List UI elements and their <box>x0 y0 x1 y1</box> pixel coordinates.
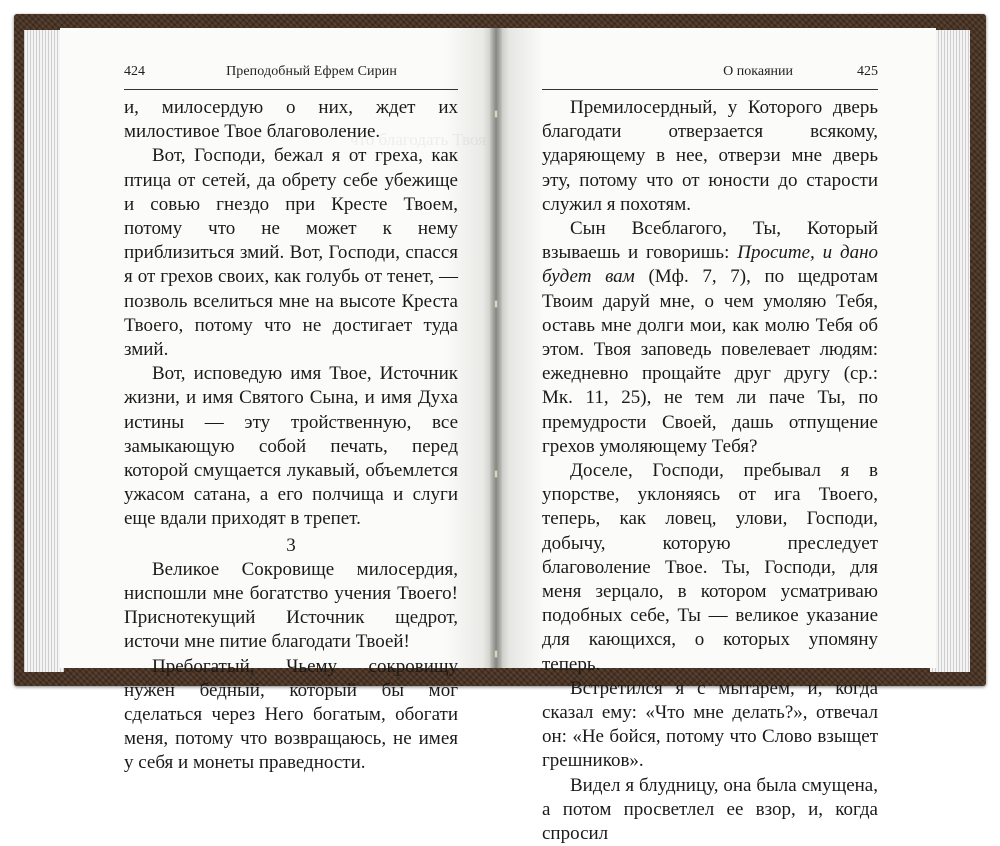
paragraph-with-quote <box>542 217 878 459</box>
binding-stitch <box>494 110 498 118</box>
paragraph: Вот, Господи, бежал я от греха, как птица от сетей, да обрету себе убежище и совью гнездо при Кресте Твоем, потому что не может к нему приблизиться змий. Вот, Господи, спасся я от грехов своих, как голубь от тенет, — позволь вселиться мне на высоте Креста Твоего, потому что не достигает туда змий. <box>124 145 458 361</box>
binding-stitch <box>494 650 498 658</box>
paragraph: Великое Сокровище милосердия, ниспошли мне богатство учения Твоего! Приснотекущий Источник щедрот, источи мне питие благодати Твоей! <box>124 558 458 653</box>
page-number: 424 <box>124 64 145 79</box>
right-page-header <box>542 64 878 90</box>
show-through-text: что благодать Твоя <box>350 130 486 149</box>
left-page-header <box>124 64 458 90</box>
right-page-body <box>542 96 878 846</box>
left-page-body <box>124 96 458 776</box>
chapter-number: 3 <box>286 534 296 556</box>
paragraph: Премилосердный, у Которого дверь благодати отверзается всякому, ударяющему в нее, отверзи мне дверь эту, потому что от юности до старости служил я похотям. <box>542 97 878 215</box>
right-page <box>496 28 936 845</box>
page-number: 425 <box>857 64 878 79</box>
paragraph: Пребогатый, Чьему сокровищу нужен бедный, который бы мог сделаться через Него богатым, обогати меня, потому что возвращаюсь, не имея у себя и монеты праведности. <box>124 655 458 774</box>
binding-stitch <box>494 300 498 308</box>
running-title: Преподобный Ефрем Сирин <box>226 64 397 79</box>
paragraph: Встретился я с мытарем, и, когда сказал ему: «Что мне делать?», отвечал он: «Не бойся, потому что Слово взыщет грешников». <box>542 677 878 772</box>
paragraph-text: (Мф. 7, 7), по щедротам Твоим даруй мне, о чем умоляю Тебя, оставь мне долги мои, как молю Тебя об этом. Твоя заповедь повелевает людям: ежедневно прощайте друг другу (ср.: Мк. 11, 25), не тем ли паче Ты, по премудрости Своей, дашь отпущение грехов умоляющему Тебя? <box>542 266 878 457</box>
page-edges-right <box>930 30 970 672</box>
paragraph-text: Сын Всеблагого, Ты, Который взываешь и говоришь: <box>542 218 878 264</box>
left-page <box>60 28 496 774</box>
binding-stitch <box>494 470 498 478</box>
scripture-quote: Просите, и дано будет вам <box>542 242 878 288</box>
book-spine <box>490 28 502 668</box>
paragraph: Доселе, Господи, пребывал я в упорстве, уклоняясь от ига Твоего, теперь, как ловец, улови, Господи, добычу, которую преследует благоволение Твое. Ты, Господи, для меня зерцало, в котором усматриваю подобных себе, Ты — великое указание для кающихся, о которых упомяну теперь. <box>542 460 878 675</box>
paragraph: и, милосердую о них, ждет их милостивое Твое благоволение. <box>124 97 458 143</box>
paragraph: Видел я блудницу, она была смущена, а потом просветлел ее взор, и, когда спросил <box>542 774 878 845</box>
page-edges-left <box>24 30 64 672</box>
paragraph: Вот, исповедую имя Твое, Источник жизни, и имя Святого Сына, и имя Духа истины — эту тройственную, все замыкающую собой печать, перед которой смущается лукавый, объемлется ужасом сатана, а его полчища и слуги еще вдали приходят в трепет. <box>124 363 458 530</box>
running-title: О покаянии <box>723 64 793 79</box>
